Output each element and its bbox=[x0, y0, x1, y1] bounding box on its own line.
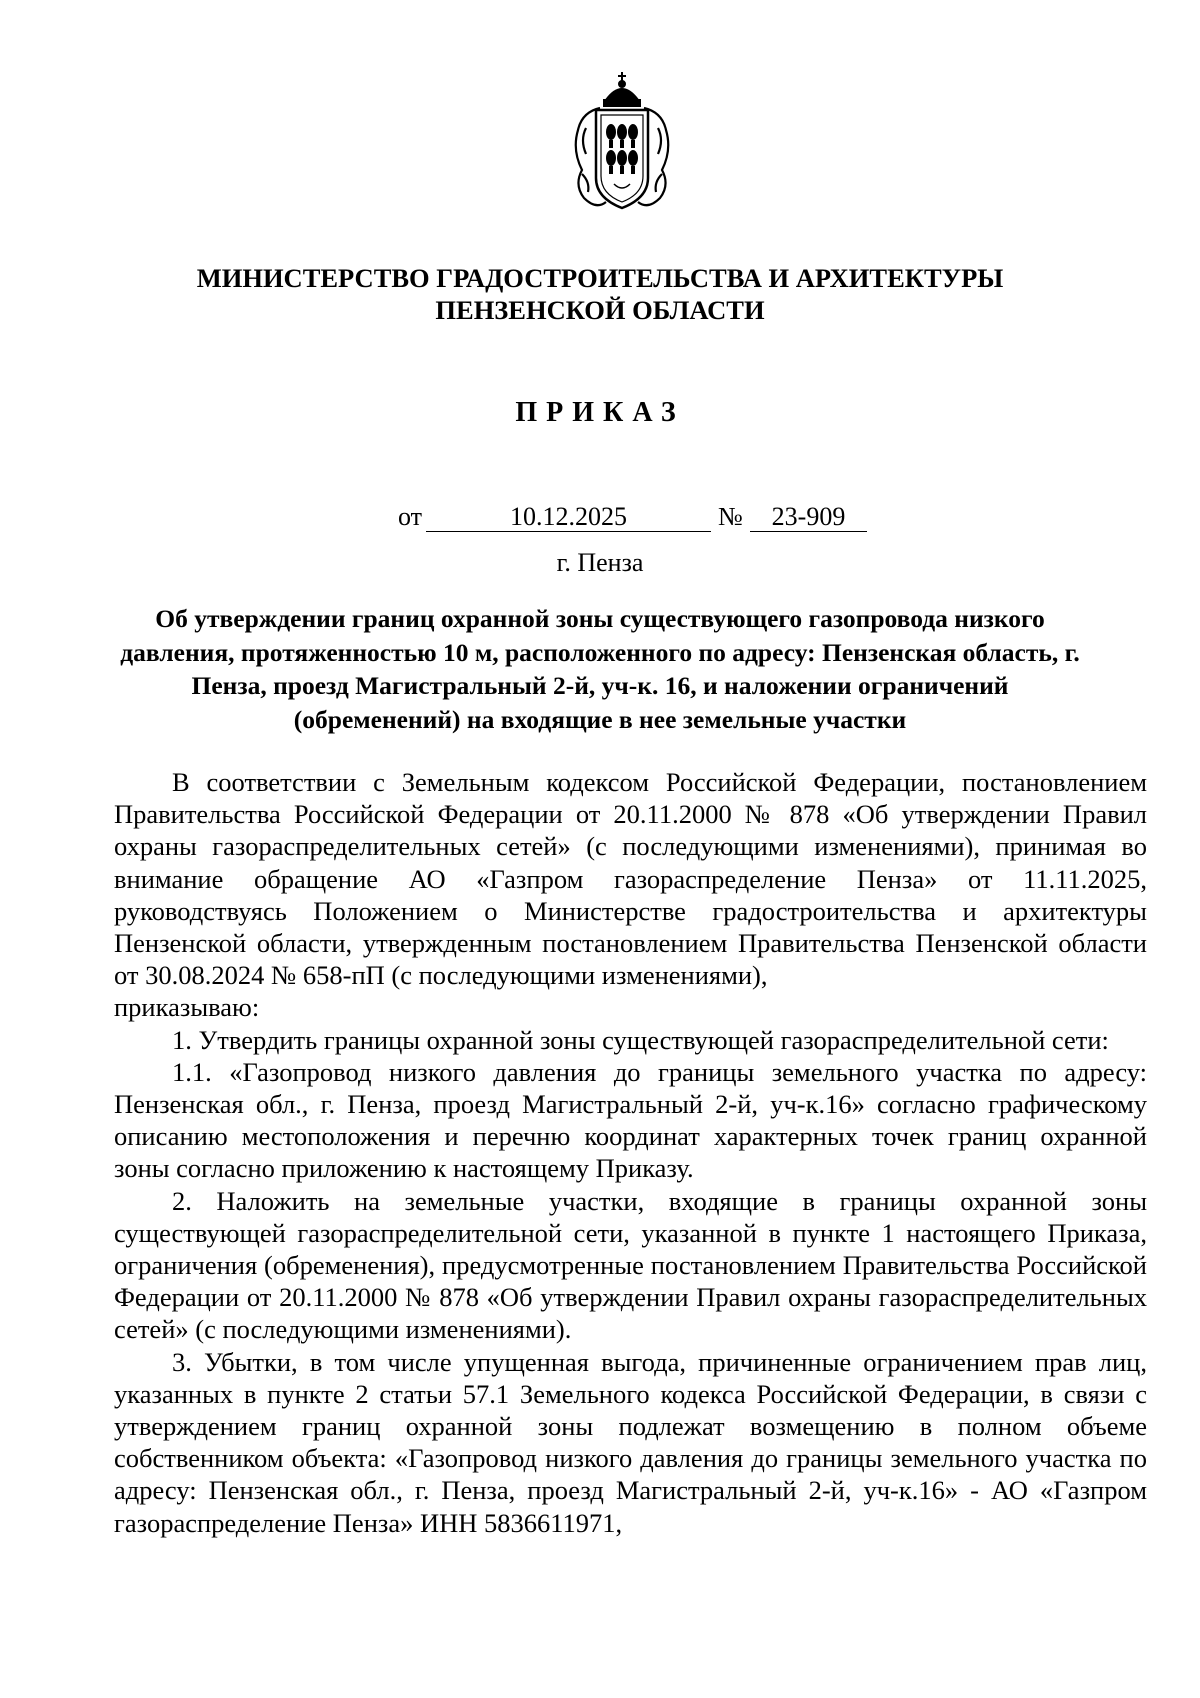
number-label: № bbox=[718, 502, 743, 531]
item-3: 3. Убытки, в том числе упущенная выгода, причиненные ограничением прав лиц, указанных в пункте 2 статьи 57.1 Земельного кодекса Российской Федерации, в связи с утверждением границ охранной зоны подлежат возмещению в полном объеме собственником объекта: «Газопровод низкого давления до границы земельного участка по адресу: Пензенская обл., г. Пенза, проезд Магистральный 2-й, уч-к.16» - АО «Газпром газораспределение Пенза» ИНН 5836611971, bbox=[114, 1346, 1147, 1538]
order-subject: Об утверждении границ охранной зоны существующего газопровода низкого давления, протяженностью 10 м, расположенного по адресу: Пензенская область, г. Пенза, проезд Магистральный 2-й, уч-к. 16, и наложении ограничений (обременений) на входящие в нее земельные участки bbox=[120, 604, 1080, 734]
item-2: 2. Наложить на земельные участки, входящие в границы охранной зоны существующей газораспределительной сети, указанной в пункте 1 настоящего Приказа, ограничения (обременения), предусмотренные постановлением Правительства Российской Федерации от 20.11.2000 № 878 «Об утверждении Правил охраны газораспределительных сетей» (с последующими изменениями). bbox=[114, 1185, 1147, 1345]
ministry-line-1: МИНИСТЕРСТВО ГРАДОСТРОИТЕЛЬСТВА И АРХИТЕКТУРЫ bbox=[196, 263, 1004, 293]
preamble-paragraph: В соответствии с Земельным кодексом Российской Федерации, постановлением Правительства Российской Федерации от 20.11.2000 № 878 «Об утверждении Правил охраны газораспределительных сетей» (с последующими изменениями), принимая во внимание обращение АО «Газпром газораспределение Пенза» от 11.11.2025, руководствуясь Положением о Министерстве градостроительства и архитектуры Пензенской области, утвержденным постановлением Правительства Пензенской области от 30.08.2024 № 658-пП (с последующими изменениями), bbox=[114, 767, 1147, 991]
item-1: 1. Утвердить границы охранной зоны существующей газораспределительной сети: bbox=[172, 1024, 1109, 1055]
city-name: г. Пенза bbox=[556, 548, 644, 577]
date-number-line bbox=[0, 500, 1200, 534]
document-type-title: ПРИКАЗ bbox=[515, 397, 685, 428]
order-body bbox=[114, 766, 1147, 1539]
coat-of-arms-emblem bbox=[562, 70, 682, 220]
item-1-1: 1.1. «Газопровод низкого давления до границы земельного участка по адресу: Пензенская обл., г. Пенза, проезд Магистральный 2-й, уч-к.16» согласно графическому описанию местоположения и перечню координат характерных точек границ охранной зоны согласно приложению к настоящему Приказу. bbox=[114, 1056, 1147, 1184]
order-date: 10.12.2025 bbox=[426, 500, 711, 532]
ministry-name bbox=[0, 262, 1200, 326]
order-number: 23-909 bbox=[750, 500, 867, 532]
order-word: приказываю: bbox=[114, 992, 260, 1023]
from-label: от bbox=[398, 502, 423, 531]
ministry-line-2: ПЕНЗЕНСКОЙ ОБЛАСТИ bbox=[435, 295, 765, 325]
